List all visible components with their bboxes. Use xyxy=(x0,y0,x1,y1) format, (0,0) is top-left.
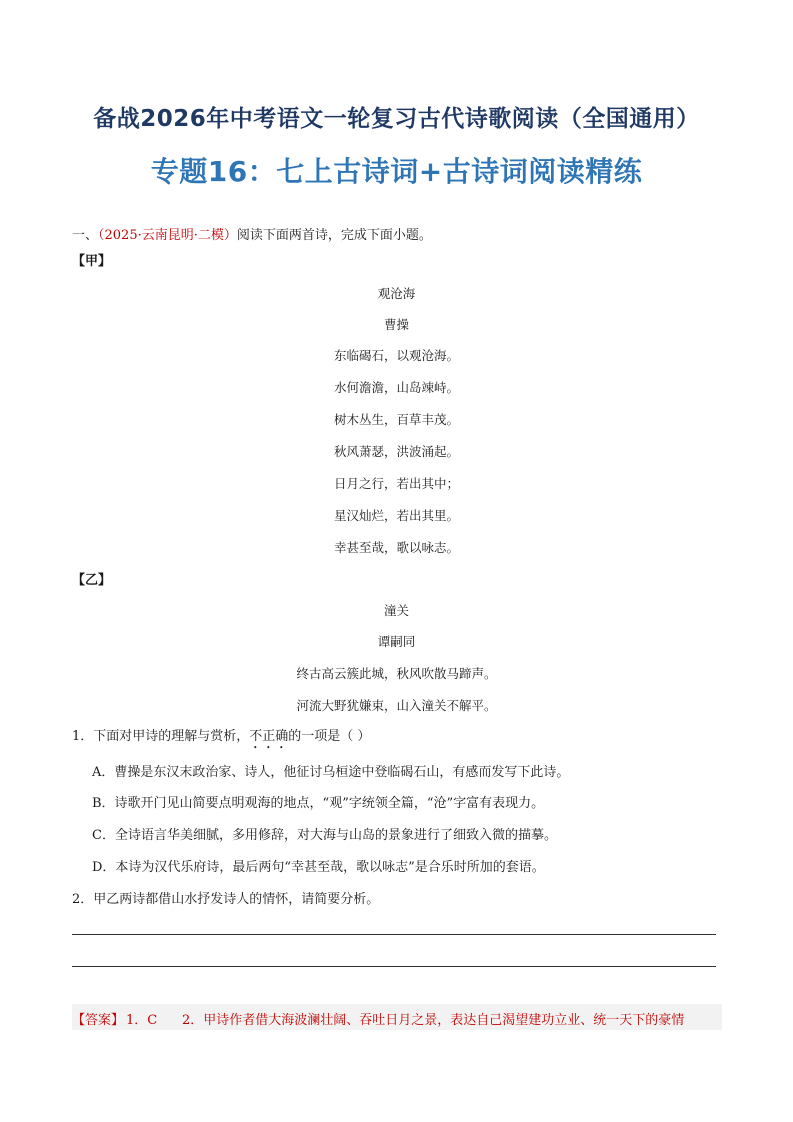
option-c[interactable]: C．全诗语言华美细腻，多用修辞，对大海与山岛的景象进行了细致入微的描摹。 xyxy=(92,828,557,843)
poem-a-line: 幸甚至哉，歌以咏志。 xyxy=(333,540,459,555)
option-a[interactable]: A．曹操是东汉末政治家、诗人，他征讨乌桓途中登临碣石山，有感而发写下此诗。 xyxy=(92,765,570,780)
answer-section xyxy=(72,1004,722,1030)
poem-b-title: 潼关 xyxy=(383,603,409,618)
poem-a-line: 星汉灿烂，若出其里。 xyxy=(333,508,459,523)
poem-a-line: 秋风萧瑟，洪波涌起。 xyxy=(333,444,459,459)
poem-b-author: 谭嗣同 xyxy=(377,634,416,649)
question-1-stem: 1．下面对甲诗的理解与赏析，不正确的一项是（ ） xyxy=(72,729,371,744)
poem-a-line: 东临碣石，以观沧海。 xyxy=(333,348,459,363)
poem-a-title: 观沧海 xyxy=(377,286,416,301)
poem-a-author: 曹操 xyxy=(383,317,409,332)
poem-b-line: 终古高云簇此城，秋风吹散马蹄声。 xyxy=(296,666,497,681)
question-source: （2025·云南昆明·二模） xyxy=(98,228,237,243)
poem-a-label: 【甲】 xyxy=(72,254,112,269)
document-title: 备战2026年中考语文一轮复习古代诗歌阅读（全国通用） xyxy=(93,106,700,132)
question-2-stem: 2．甲乙两诗都借山水抒发诗人的情怀，请简要分析。 xyxy=(72,892,380,907)
answer-q2: 2．甲诗作者借大海波澜壮阔、吞吐日月之景，表达自己渴望建功立业、统一天下的豪情 xyxy=(182,1013,685,1028)
poem-a-line: 水何澹澹，山岛竦峙。 xyxy=(333,380,459,395)
poem-a-line: 日月之行，若出其中； xyxy=(333,476,459,491)
topic-title: 专题16：七上古诗词+古诗词阅读精练 xyxy=(150,155,643,188)
question-instruction: 阅读下面两首诗，完成下面小题。 xyxy=(236,228,432,243)
answer-label: 【答案】 xyxy=(72,1013,125,1028)
option-d[interactable]: D．本诗为汉代乐府诗，最后两句“幸甚至哉，歌以咏志”是合乐时所加的套语。 xyxy=(92,860,545,875)
emphasis-text: 不正确 xyxy=(249,729,289,744)
question-intro xyxy=(72,224,432,243)
answer-q1: 1．C xyxy=(126,1013,158,1028)
option-b[interactable]: B．诗歌开门见山简要点明观海的地点，“观”字统领全篇，“沧”字富有表现力。 xyxy=(92,796,545,811)
poem-b-line: 河流大野犹嫌束，山入潼关不解平。 xyxy=(296,698,497,713)
answer-line[interactable] xyxy=(72,966,716,967)
question-number: 一、 xyxy=(72,228,99,243)
answer-line[interactable] xyxy=(72,934,716,935)
poem-b-label: 【乙】 xyxy=(72,573,112,588)
poem-a-line: 树木丛生，百草丰茂。 xyxy=(333,412,459,427)
